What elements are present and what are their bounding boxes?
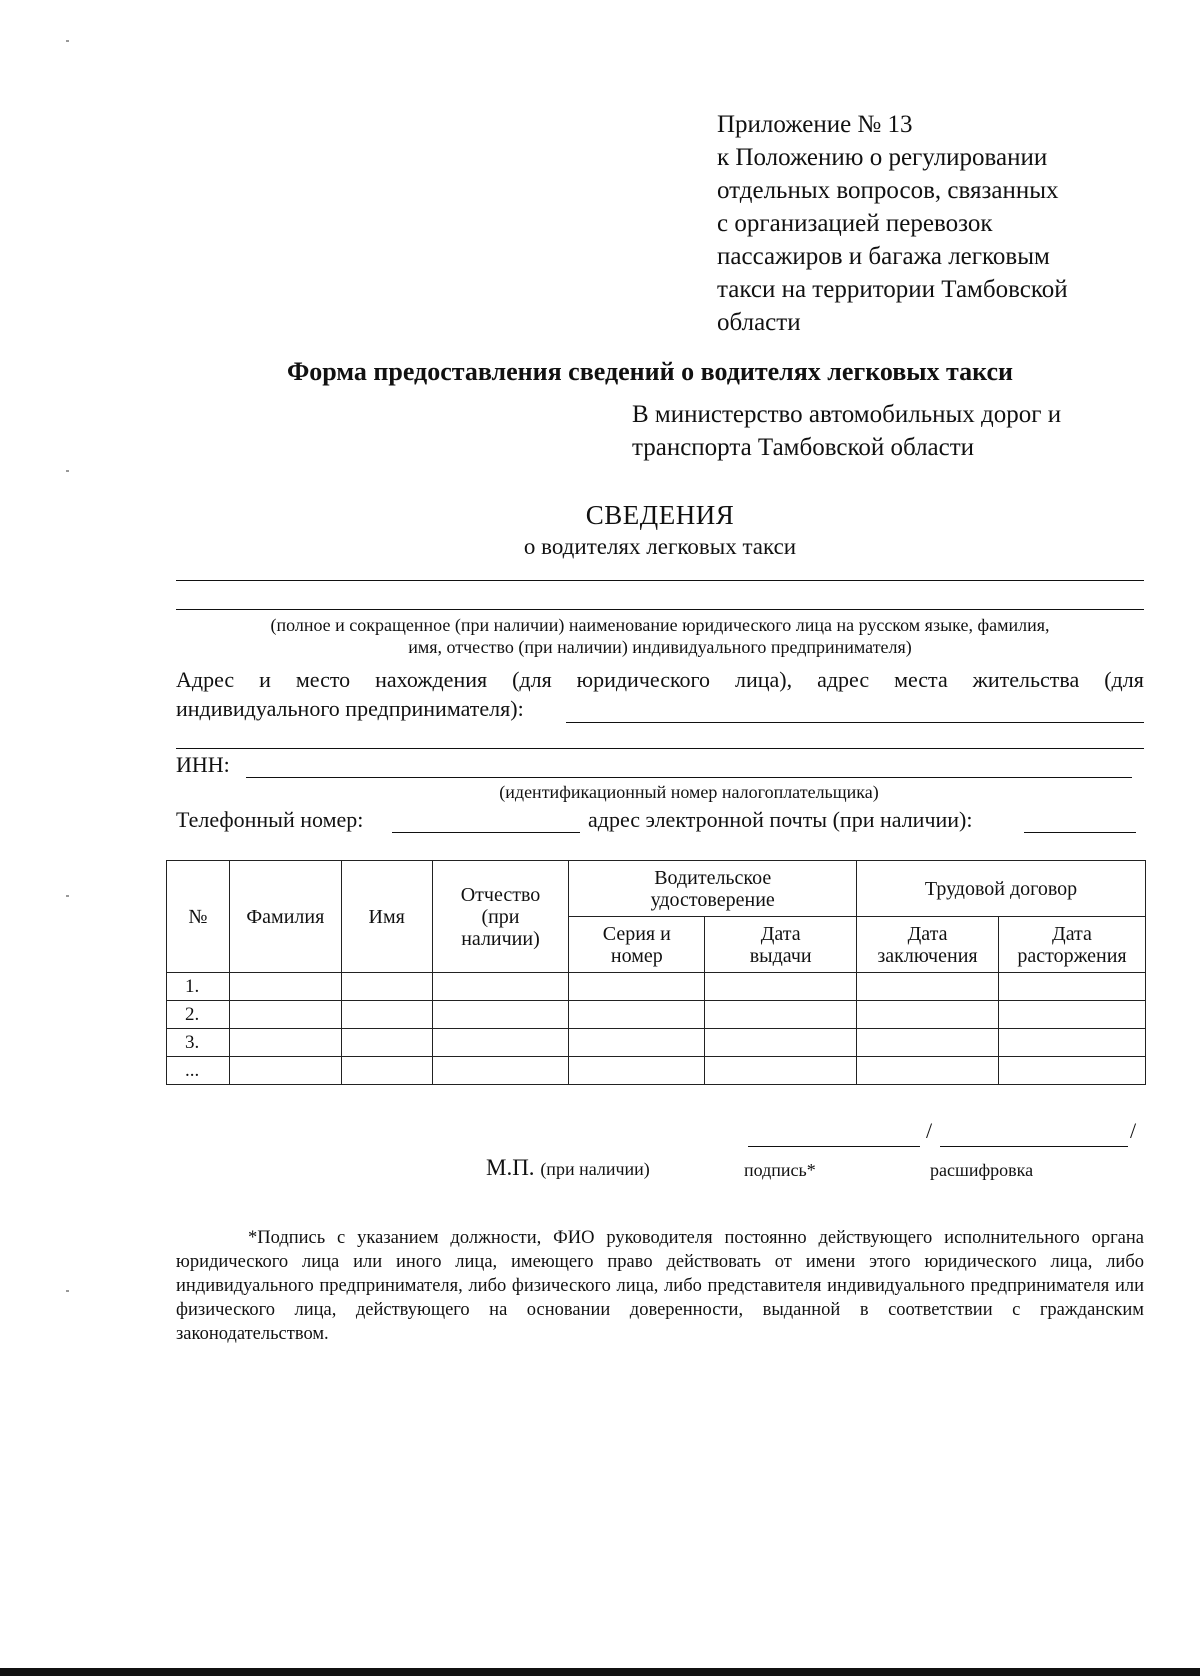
address-word: (для (1104, 667, 1144, 692)
decode-separator: / (1130, 1118, 1137, 1143)
table-cell[interactable] (569, 973, 705, 1001)
appendix-line: к Положению о регулировании (717, 144, 1048, 171)
email-field-line[interactable] (1024, 832, 1136, 833)
recipient-block (632, 398, 1061, 464)
row-number: ... (167, 1057, 230, 1085)
table-cell[interactable] (432, 1029, 569, 1057)
recipient-line-1: В министерство автомобильных дорог и (632, 401, 1062, 428)
table-cell[interactable] (705, 973, 857, 1001)
col-header-patronymic-line: Отчество (460, 883, 541, 906)
scan-mark (66, 895, 69, 897)
table-cell[interactable] (432, 973, 569, 1001)
address-word: места (894, 667, 948, 692)
table-row (167, 1001, 1146, 1029)
table-cell[interactable] (569, 1029, 705, 1057)
col-header-contract-start (857, 917, 999, 973)
document-subheading: о водителях легковых такси (523, 534, 797, 559)
row-number: 3. (167, 1029, 230, 1057)
col-header-patronymic-line: (при (481, 905, 520, 928)
appendix-line: такси на территории Тамбовской (717, 276, 1068, 303)
table-cell[interactable] (857, 1029, 999, 1057)
inn-label: ИНН: (176, 752, 230, 777)
table-cell[interactable] (857, 1001, 999, 1029)
appendix-line: области (717, 309, 801, 336)
table-cell[interactable] (998, 973, 1145, 1001)
email-label: адрес электронной почты (при наличии): (588, 807, 973, 832)
org-name-caption (176, 614, 1144, 658)
table-cell[interactable] (998, 1057, 1145, 1085)
footnote: *Подпись с указанием должности, ФИО руководителя постоянно действующего исполнительного органа юридического лица или иного лица, имеющего право действовать от имени этого юридического лица, либо индивидуального предпринимателя, либо физического лица, либо представителя индивидуального предпринимателя или физического лица, действующего на основании доверенности, выданной в соответствии с гражданским законодательством. (176, 1228, 1144, 1344)
col-header-contract-start-text: Дата заключения (877, 922, 978, 967)
org-name-caption-line-1: (полное и сокращенное (при наличии) наименование юридического лица на русском языке, фамилия, (270, 615, 1050, 635)
inn-caption: (идентификационный номер налогоплательщика) (499, 782, 879, 802)
col-header-num: № (167, 861, 230, 973)
table-cell[interactable] (569, 1001, 705, 1029)
scan-mark (66, 1290, 69, 1292)
table-header-row (167, 861, 1146, 917)
table-cell[interactable] (998, 1029, 1145, 1057)
col-header-license (569, 861, 857, 917)
table-cell[interactable] (857, 973, 999, 1001)
org-name-field-line-1[interactable] (176, 580, 1144, 581)
table-cell[interactable] (705, 1029, 857, 1057)
appendix-line: пассажиров и багажа легковым (717, 243, 1050, 270)
col-header-license-series-text: Серия и номер (602, 922, 671, 967)
table-cell[interactable] (998, 1001, 1145, 1029)
signature-caption: подпись* (744, 1160, 816, 1180)
col-header-patronymic (432, 861, 569, 973)
decode-caption: расшифровка (930, 1160, 1034, 1180)
col-header-license-text: Водительское удостоверение (650, 866, 775, 911)
document-heading: СВЕДЕНИЯ (585, 500, 735, 530)
address-label-line-2: индивидуального предпринимателя): (176, 696, 524, 721)
address-word: лица), (734, 667, 793, 692)
phone-label: Телефонный номер: (176, 807, 364, 832)
address-field-line-2[interactable] (176, 748, 1144, 749)
recipient-line-2: транспорта Тамбовской области (632, 434, 975, 461)
table-cell[interactable] (569, 1057, 705, 1085)
scan-mark (66, 470, 69, 472)
table-cell[interactable] (857, 1057, 999, 1085)
table-cell[interactable] (705, 1001, 857, 1029)
table-cell[interactable] (432, 1001, 569, 1029)
row-number: 1. (167, 973, 230, 1001)
address-word: нахождения (375, 667, 488, 692)
col-header-license-date-text: Дата выдачи (749, 922, 812, 967)
table-cell[interactable] (229, 1001, 341, 1029)
address-word: (для (512, 667, 552, 692)
appendix-block (717, 108, 1137, 339)
address-word: адрес (817, 667, 870, 692)
col-header-license-date (705, 917, 857, 973)
address-word: место (295, 667, 351, 692)
address-word: юридического (576, 667, 711, 692)
col-header-contract-end (998, 917, 1145, 973)
inn-field-line[interactable] (246, 777, 1132, 778)
org-name-caption-line-2: имя, отчество (при наличии) индивидуального предпринимателя) (408, 637, 912, 657)
drivers-table (166, 860, 1146, 1085)
phone-field-line[interactable] (392, 832, 580, 833)
table-cell[interactable] (229, 1029, 341, 1057)
table-cell[interactable] (341, 973, 432, 1001)
table-row (167, 973, 1146, 1001)
table-row (167, 1057, 1146, 1085)
scan-bottom-edge (0, 1668, 1200, 1676)
address-word: Адрес (176, 667, 235, 692)
address-label-row (176, 667, 1144, 693)
col-header-surname: Фамилия (229, 861, 341, 973)
address-word: жительства (972, 667, 1080, 692)
stamp-label-text: М.П. (486, 1155, 535, 1180)
table-cell[interactable] (229, 973, 341, 1001)
org-name-field-line-2[interactable] (176, 609, 1144, 610)
table-row (167, 1029, 1146, 1057)
table-cell[interactable] (705, 1057, 857, 1085)
table-cell[interactable] (341, 1001, 432, 1029)
signature-separator: / (926, 1118, 933, 1143)
table-cell[interactable] (341, 1029, 432, 1057)
col-header-contract-end-text: Дата расторжения (1017, 922, 1127, 967)
stamp-label (486, 1155, 650, 1181)
signature-field-line[interactable] (748, 1146, 920, 1147)
scan-mark (66, 40, 69, 42)
col-header-license-series (569, 917, 705, 973)
appendix-line: Приложение № 13 (717, 111, 913, 138)
form-title: Форма предоставления сведений о водителях легковых такси (286, 357, 1014, 386)
address-field-line-1[interactable] (566, 722, 1144, 723)
table-cell[interactable] (432, 1057, 569, 1085)
table-cell[interactable] (341, 1057, 432, 1085)
stamp-label-note: (при наличии) (540, 1159, 650, 1179)
appendix-line: отдельных вопросов, связанных (717, 177, 1059, 204)
address-word: и (259, 667, 271, 692)
row-number: 2. (167, 1001, 230, 1029)
decode-field-line[interactable] (940, 1146, 1128, 1147)
table-cell[interactable] (229, 1057, 341, 1085)
col-header-name: Имя (341, 861, 432, 973)
appendix-line: с организацией перевозок (717, 210, 993, 237)
col-header-patronymic-line: наличии) (461, 927, 540, 950)
col-header-contract: Трудовой договор (857, 861, 1146, 917)
